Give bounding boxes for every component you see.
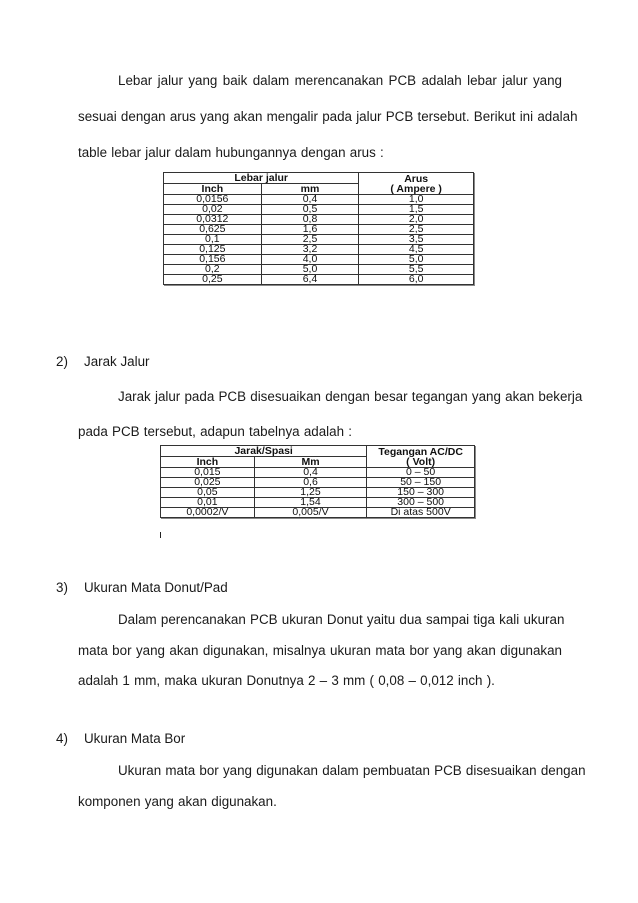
table1-inch-cell: 0,0312: [164, 215, 262, 225]
table1-value-cell: 1,5: [359, 205, 474, 215]
table2-value-cell: 150 – 300: [367, 488, 475, 498]
table1-group-header: Lebar jalur: [164, 173, 359, 184]
table1-mm-cell: 2,5: [261, 235, 359, 245]
table1-mm-cell: 0,8: [261, 215, 359, 225]
section-3-line-2: mata bor yang akan digunakan, misalnya ukuran mata bor yang akan digunakan: [78, 643, 562, 658]
table1-mm-cell: 6,4: [261, 275, 359, 285]
table1-value-cell: 4,5: [359, 245, 474, 255]
section-4-title: Ukuran Mata Bor: [84, 731, 186, 746]
intro-line-1: Lebar jalur yang baik dalam merencanakan PCB adalah lebar jalur yang: [118, 73, 562, 88]
table2-inch-cell: 0,025: [161, 478, 255, 488]
table1-value-cell: 3,5: [359, 235, 474, 245]
table2-mm-cell: 1,25: [254, 488, 367, 498]
table1-col-mm: mm: [261, 184, 359, 195]
section-2-title: Jarak Jalur: [84, 354, 150, 369]
table2-volt-header-line1: Tegangan AC/DC: [378, 445, 463, 458]
table1-inch-cell: 0,625: [164, 225, 262, 235]
table1-mm-cell: 5,0: [261, 265, 359, 275]
table1-mm-cell: 3,2: [261, 245, 359, 255]
table1-value-cell: 2,5: [359, 225, 474, 235]
table1-inch-cell: 0,125: [164, 245, 262, 255]
table2-value-cell: Di atas 500V: [367, 508, 475, 518]
table2-mm-cell: 0,4: [254, 468, 367, 478]
table2-volt-header: [367, 446, 475, 468]
table1-inch-cell: 0,1: [164, 235, 262, 245]
table2-value-cell: 300 – 500: [367, 498, 475, 508]
table2-col-mm: Mm: [254, 457, 367, 468]
table2-col-inch: Inch: [161, 457, 255, 468]
table2-mm-cell: 0,6: [254, 478, 367, 488]
section-4-number: 4): [56, 731, 68, 746]
table1-value-cell: 2,0: [359, 215, 474, 225]
table1-row: [164, 275, 474, 285]
table2-group-header: Jarak/Spasi: [161, 446, 367, 457]
table2-mm-cell: 1,54: [254, 498, 367, 508]
section-2-number: 2): [56, 354, 68, 369]
table1-inch-cell: 0,2: [164, 265, 262, 275]
table1-inch-cell: 0,0156: [164, 195, 262, 205]
table1-inch-cell: 0,156: [164, 255, 262, 265]
table1-arus-header-line1: Arus: [404, 172, 429, 185]
table2-value-cell: 50 – 150: [367, 478, 475, 488]
table1-mm-cell: 1,6: [261, 225, 359, 235]
section-4-line-2: komponen yang akan digunakan.: [78, 794, 277, 809]
table2-corner-mark: [160, 532, 161, 538]
table2-inch-cell: 0,01: [161, 498, 255, 508]
table1-mm-cell: 0,5: [261, 205, 359, 215]
table-lebar-jalur: [163, 172, 474, 285]
table2-mm-cell: 0,005/V: [254, 508, 367, 518]
table1-inch-cell: 0,25: [164, 275, 262, 285]
table-jarak-spasi: [160, 445, 475, 518]
table2-value-cell: 0 – 50: [367, 468, 475, 478]
table1-arus-header: [359, 173, 474, 195]
table1-value-cell: 1,0: [359, 195, 474, 205]
section-3-number: 3): [56, 580, 68, 595]
table1-col-inch: Inch: [164, 184, 262, 195]
section-3-line-1: Dalam perencanakan PCB ukuran Donut yaitu dua sampai tiga kali ukuran: [118, 612, 565, 627]
intro-line-3: table lebar jalur dalam hubungannya dengan arus :: [78, 145, 384, 160]
table1-mm-cell: 4,0: [261, 255, 359, 265]
table1-inch-cell: 0,02: [164, 205, 262, 215]
table2-inch-cell: 0,015: [161, 468, 255, 478]
intro-line-2: sesuai dengan arus yang akan mengalir pada jalur PCB tersebut. Berikut ini adalah: [78, 109, 578, 124]
table1-mm-cell: 0,4: [261, 195, 359, 205]
section-3-line-3: adalah 1 mm, maka ukuran Donutnya 2 – 3 mm ( 0,08 – 0,012 inch ).: [78, 673, 495, 688]
table1-value-cell: 6,0: [359, 275, 474, 285]
table1-value-cell: 5,5: [359, 265, 474, 275]
table2-inch-cell: 0,0002/V: [161, 508, 255, 518]
table1-arus-header-line2: ( Ampere ): [390, 182, 442, 195]
section-4-line-1: Ukuran mata bor yang digunakan dalam pembuatan PCB disesuaikan dengan: [118, 763, 586, 778]
section-2-line-1: Jarak jalur pada PCB disesuaikan dengan besar tegangan yang akan bekerja: [118, 389, 583, 404]
table2-inch-cell: 0,05: [161, 488, 255, 498]
table2-row: [161, 508, 475, 518]
table2-volt-header-line2: ( Volt): [406, 455, 436, 468]
section-2-line-2: pada PCB tersebut, adapun tabelnya adalah :: [78, 424, 352, 439]
table1-value-cell: 5,0: [359, 255, 474, 265]
section-3-title: Ukuran Mata Donut/Pad: [84, 580, 228, 595]
